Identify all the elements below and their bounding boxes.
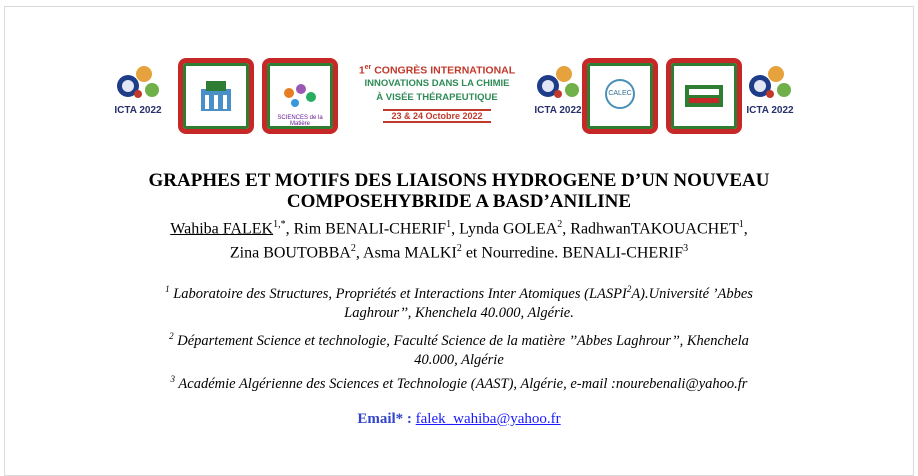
author-7: Nourredine. BENALI-CHERIF (481, 244, 684, 262)
sciences-logo-icon (275, 71, 325, 121)
affiliation-1: $^1$ Laboratoire des Structures, Propriétés et Interactions Inter Atomiques (LASPI$^2$A).Université ’Abbes Laghrour’’, Khenchela 40.000, Algérie. (165, 284, 753, 321)
congress-title-block (342, 58, 532, 138)
calec-label: CALEC (605, 79, 635, 109)
author-5: Zina BOUTOBBA (229, 244, 351, 262)
icta-logo-right (744, 62, 796, 128)
molecule-icon (114, 62, 162, 102)
icta-label: ICTA 2022 (746, 105, 794, 116)
affiliation-3: $^3$ Académie Algérienne des Sciences et Technologie (AAST), Algérie, e-mail :nourebenali@yahoo.fr (170, 374, 748, 392)
author-line-2: Zina BOUTOBBA$^2$, Asma MALKI$^2$ et Nourredine. BENALI-CHERIF$^3$ (229, 243, 689, 262)
academy-logo-frame (666, 58, 742, 134)
icta-logo-left (112, 62, 164, 128)
congress-title: 1er CONGRÈS INTERNATIONAL (358, 64, 516, 77)
congress-date: 23 & 24 Octobre 2022 (383, 109, 490, 123)
conference-banner (112, 52, 806, 140)
title-line-2: COMPOSEHYBRIDE A BASD’ANILINE (286, 191, 632, 212)
author-1: Wahiba FALEK (170, 220, 274, 238)
paper-title (0, 170, 918, 212)
author-list (0, 215, 918, 264)
contact-email (0, 411, 918, 428)
icta-label: ICTA 2022 (534, 105, 582, 116)
title-line-1: GRAPHES ET MOTIFS DES LIAISONS HYDROGENE D’UN NOUVEAU (148, 170, 770, 191)
molecule-icon (746, 62, 794, 102)
sciences-label: SCIENCES de la Matière (277, 115, 323, 127)
affiliation-2: $^2$ Département Science et technologie, Faculté Science de la matière ’’Abbes Laghrour’’, Khenchela 40.000, Algérie (169, 331, 749, 368)
author-line-1: Wahiba $FALEK^{1,*}$, Rim BENALI-CHERIF$^1$, Lynda GOLEA$^2$, RadhwanTAKOUACHET$^1$, (170, 219, 748, 238)
author-2: Rim BENALI-CHERIF (293, 220, 447, 238)
icta-label: ICTA 2022 (114, 105, 162, 116)
email-label: Email* : (357, 411, 412, 427)
author-6: Asma MALKI (363, 244, 457, 262)
calec-logo-frame (582, 58, 658, 134)
university-building-icon (191, 71, 241, 121)
icta-logo-center (532, 62, 584, 128)
congress-line-2: À VISÉE THÉRAPEUTIQUE (376, 91, 498, 103)
congress-line-1: INNOVATIONS DANS LA CHIMIE (364, 77, 510, 89)
academy-book-icon (679, 71, 729, 121)
email-link[interactable]: falek_wahiba@yahoo.fr (415, 411, 561, 427)
author-3: Lynda GOLEA (459, 220, 558, 238)
university-logo-frame (178, 58, 254, 134)
molecule-icon (534, 62, 582, 102)
faculty-logo-frame (262, 58, 338, 134)
author-4: RadhwanTAKOUACHET (570, 220, 739, 238)
